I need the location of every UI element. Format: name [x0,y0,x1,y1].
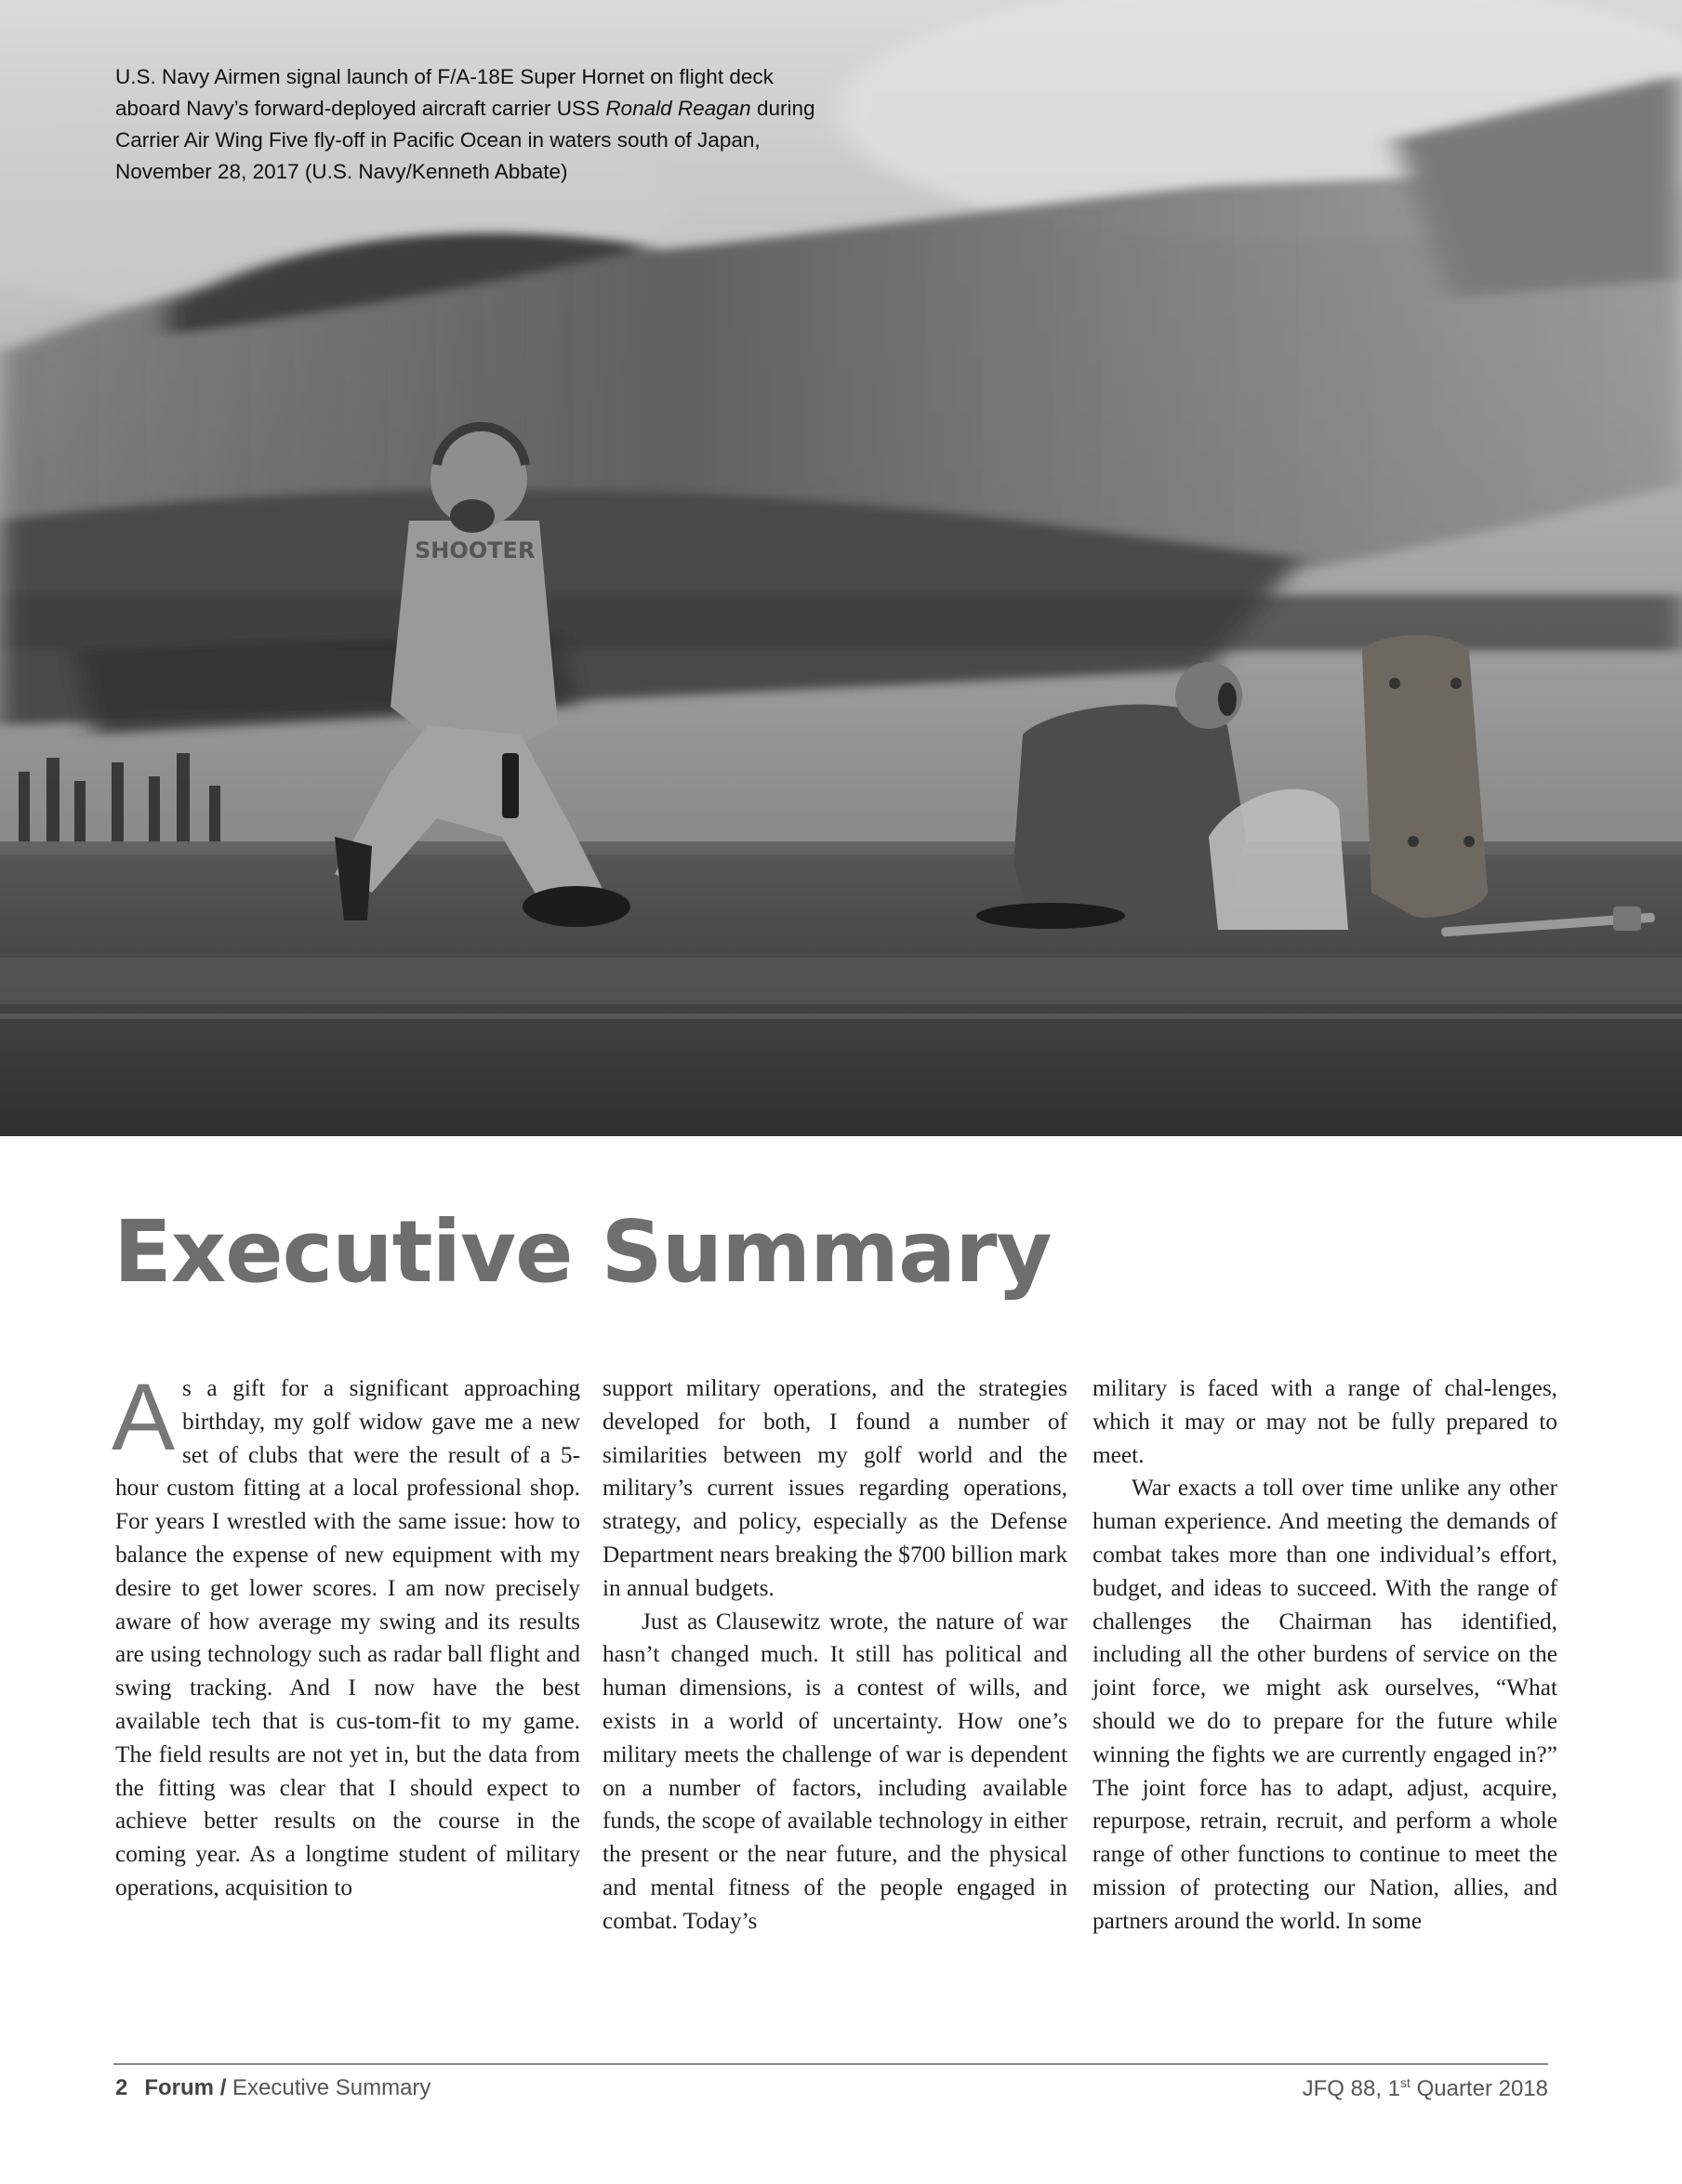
section-title: Executive Summary [226,2075,431,2100]
column-1 [112,1364,580,1905]
caption-text-end: during Carrier Air Wing Five fly-off in Pacific Ocean in waters south of Japan, November 28, 2017 (U.S. Navy/Kenneth Abbate) [115,97,815,183]
ordinal-suffix: st [1400,2075,1410,2090]
photo-caption [115,61,822,188]
paragraph [112,1364,580,1905]
article-title: Executive Summary [113,1202,1052,1302]
section-label: Forum / [144,2075,227,2100]
vest-label: SHOOTER [415,537,536,563]
footer-right [1303,2075,1548,2102]
caption-text: U.S. Navy Airmen signal launch of F/A-18E Super Hornet on flight deck aboard Navy’s forward-deployed aircraft carrier USS [115,65,774,120]
journal-issue: JFQ 88, 1 [1302,2076,1401,2101]
paragraph-text: s a gift for a significant approaching birthday, my golf widow gave me a new set of clubs that were the result of a 5-hour custom fitting at a local professional shop. For years I wrestled with the same issue: how to balance the expense of new equipment with my desire to get lower scores. I am now precisely aware of how average my swing and its results are using technology such as radar ball flight and swing tracking. And I now have the best available tech that is cus-tom-fit to my game. The field results are not yet in, but the data from the fitting was clear that I should expect to achieve better results on the course in the coming year. As a longtime student of military operations, acquisition to [115,1375,580,1900]
column-3 [1093,1372,1557,1939]
paragraph: War exacts a toll over time unlike any other human experience. And meeting the demands of combat takes more than one individual’s effort, budget, and ideas to succeed. With the range of challenges the Chairman has identified, including all the other burdens of service on the joint force, we might ask ourselves, “What should we do to prepare for the future while winning the fights we are currently engaged in?” The joint force has to adapt, adjust, acquire, repurpose, retrain, recruit, and perform a whole range of other functions to continue to meet the mission of protecting our Nation, allies, and partners around the world. In some [1093,1475,1557,1934]
paragraph: support military operations, and the strategies developed for both, I found a number of similarities between my golf world and the military’s current issues regarding operations, strategy, and policy, especially as the Defense Department nears breaking the $700 billion mark in annual budgets. [603,1375,1067,1601]
drop-cap: A [112,1364,176,1470]
column-2 [603,1372,1067,1939]
footer-left [115,2075,430,2101]
caption-ship-name: Ronald Reagan [605,97,751,120]
paragraph: military is faced with a range of chal-lenges, which it may or may not be fully prepared to meet. [1093,1375,1557,1468]
paragraph: Just as Clausewitz wrote, the nature of war hasn’t changed much. It still has political and human dimensions, is a contest of wills, and exists in a world of uncertainty. How one’s military meets the challenge of war is dependent on a number of factors, including available funds, the scope of available technology in either the present or the near future, and the physical and mental fitness of the people engaged in combat. Today’s [603,1608,1067,1934]
quarter-year: Quarter 2018 [1410,2076,1548,2101]
page-number: 2 [115,2075,128,2100]
footer-rule [113,2063,1548,2065]
